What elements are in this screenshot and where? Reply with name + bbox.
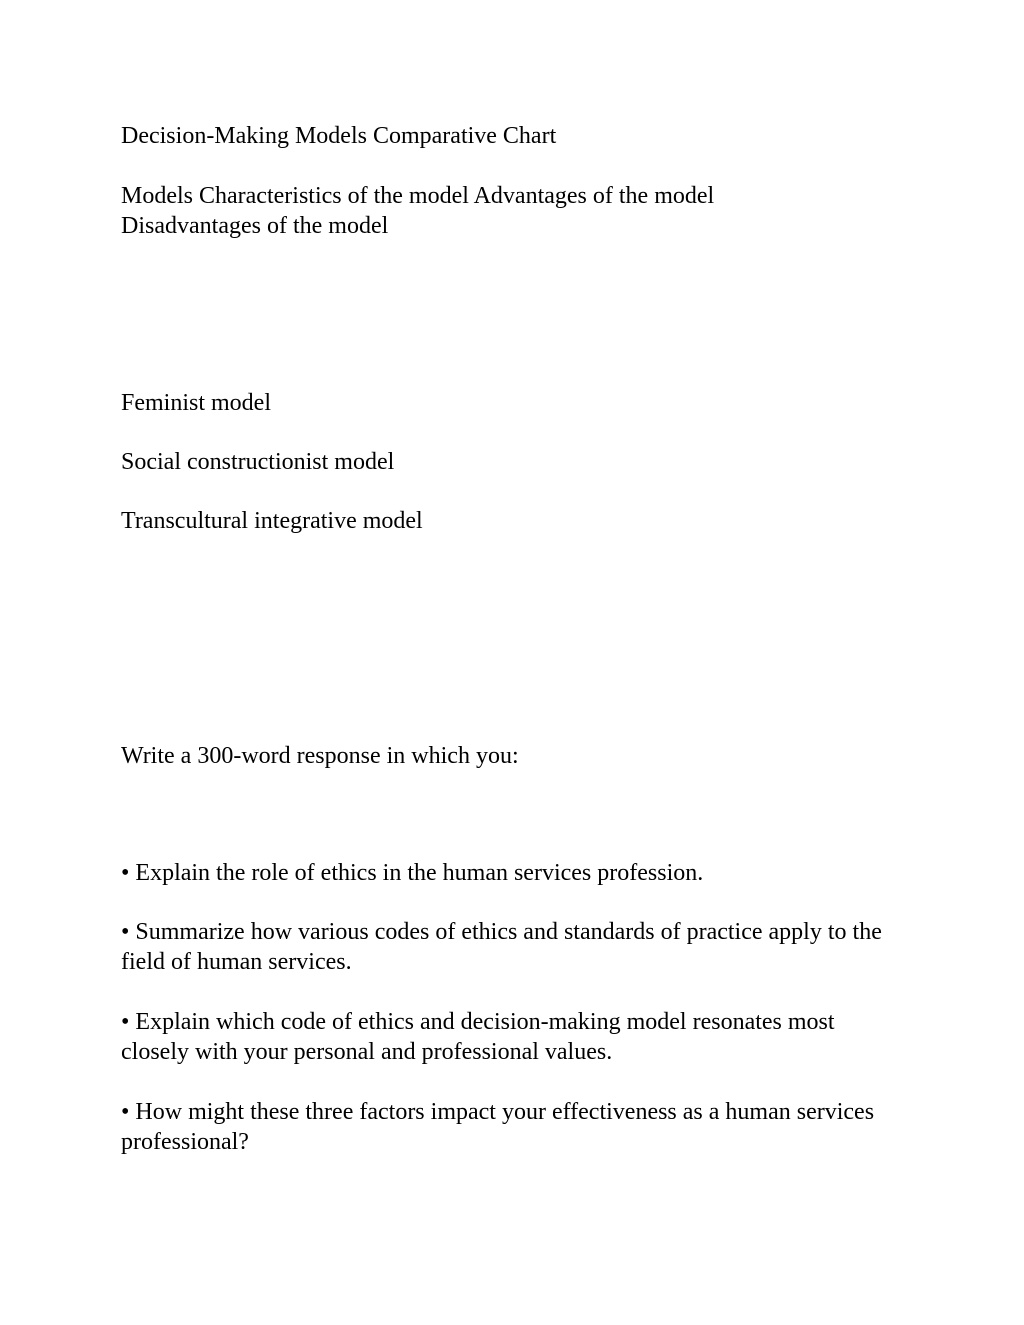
- bullet-item: • Summarize how various codes of ethics and standards of practice apply to the field of human services.: [121, 919, 882, 975]
- chart-column-headers: Models Characteristics of the model Advantages of the model Disadvantages of the model: [121, 183, 715, 239]
- bullet-item: • Explain which code of ethics and decision-making model resonates most closely with your personal and professional values.: [121, 1009, 835, 1065]
- document-title: Decision-Making Models Comparative Chart: [121, 123, 557, 149]
- bullet-item: • Explain the role of ethics in the human services profession.: [121, 860, 704, 886]
- model-row-feminist: Feminist model: [121, 390, 271, 416]
- model-row-social-constructionist: Social constructionist model: [121, 449, 395, 475]
- model-row-transcultural-integrative: Transcultural integrative model: [121, 508, 423, 534]
- assignment-prompt: Write a 300-word response in which you:: [121, 743, 519, 769]
- bullet-item: • How might these three factors impact your effectiveness as a human services professional?: [121, 1099, 875, 1155]
